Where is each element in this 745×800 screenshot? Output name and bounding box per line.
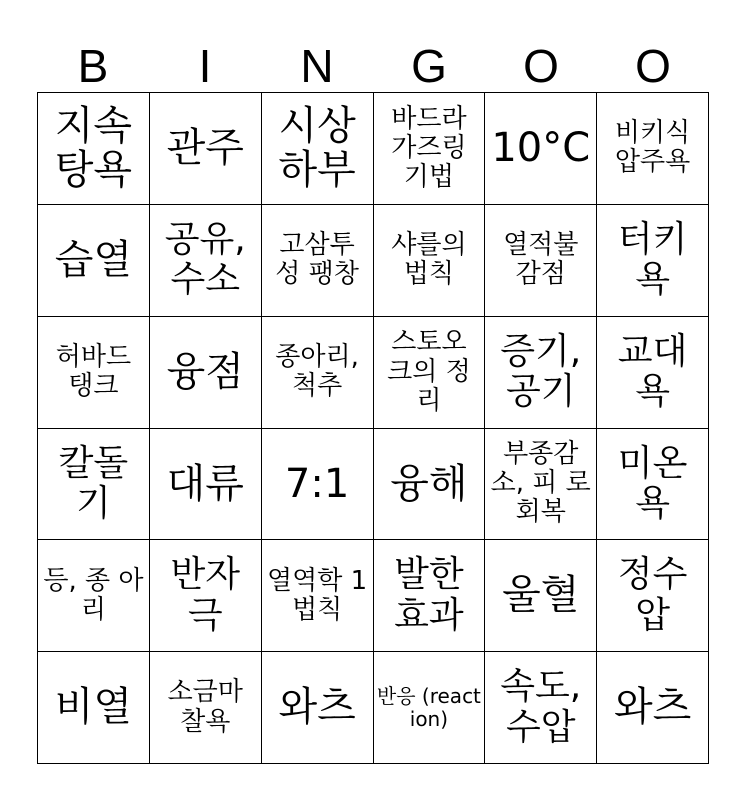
bingo-cell[interactable]	[374, 317, 486, 429]
cell-text: 샤를의 법칙	[391, 230, 467, 290]
bingo-cell[interactable]	[38, 93, 150, 205]
header-letter-o: O	[523, 40, 559, 92]
cell-text: 비키식 압주욕	[614, 118, 691, 178]
cell-text: 열적불 감점	[503, 230, 579, 290]
bingo-cell[interactable]	[485, 205, 597, 317]
cell-text: 터키 욕	[617, 218, 688, 301]
cell-text: 증기, 공기	[500, 330, 582, 413]
bingo-cell[interactable]	[150, 652, 262, 764]
bingo-cell[interactable]	[38, 540, 150, 652]
bingo-cell[interactable]	[374, 652, 486, 764]
cell-text: 울혈	[502, 572, 580, 619]
bingo-header	[37, 38, 709, 94]
cell-text: 반자 극	[170, 554, 241, 636]
cell-text: 열역학 1법칙	[267, 565, 368, 625]
cell-text: 고삼투 성 팽창	[275, 230, 359, 290]
bingo-cell[interactable]	[374, 205, 486, 317]
bingo-cell[interactable]	[485, 317, 597, 429]
bingo-cell[interactable]	[262, 93, 374, 205]
bingo-cell[interactable]	[597, 205, 709, 317]
cell-text: 7:1	[284, 460, 350, 507]
bingo-cell[interactable]	[38, 429, 150, 541]
cell-text: 반응 (reaction)	[376, 684, 481, 731]
bingo-cell[interactable]	[38, 317, 150, 429]
bingo-cell[interactable]	[262, 429, 374, 541]
bingo-cell[interactable]	[262, 317, 374, 429]
bingo-cell[interactable]	[485, 93, 597, 205]
bingo-cell[interactable]	[374, 93, 486, 205]
bingo-cell[interactable]	[597, 317, 709, 429]
cell-text: 속도, 수압	[500, 666, 582, 748]
cell-text: 정수 압	[617, 554, 688, 636]
cell-text: 부종감 소, 피 로회복	[490, 439, 591, 528]
cell-text: 비열	[54, 684, 133, 731]
bingo-cell[interactable]	[38, 205, 150, 317]
header-letter-n: N	[300, 40, 334, 92]
cell-text: 허바드 탱크	[55, 341, 132, 402]
cell-text: 와츠	[278, 684, 356, 731]
bingo-cell[interactable]	[597, 652, 709, 764]
bingo-cell[interactable]	[374, 540, 486, 652]
bingo-cell[interactable]	[485, 429, 597, 541]
cell-text: 습열	[54, 236, 133, 283]
bingo-cell[interactable]	[38, 652, 150, 764]
cell-text: 발한 효과	[394, 554, 464, 636]
cell-text: 융해	[390, 460, 468, 507]
bingo-cell[interactable]	[262, 652, 374, 764]
bingo-cell[interactable]	[597, 540, 709, 652]
cell-text: 대류	[166, 460, 244, 507]
cell-text: 등, 종 아리	[43, 565, 144, 625]
bingo-cell[interactable]	[485, 652, 597, 764]
cell-text: 와츠	[613, 684, 692, 731]
bingo-cell[interactable]	[150, 205, 262, 317]
bingo-cell[interactable]	[262, 540, 374, 652]
bingo-cell[interactable]	[374, 429, 486, 541]
cell-text: 교대 욕	[617, 330, 688, 413]
bingo-grid	[37, 92, 709, 764]
bingo-cell[interactable]	[597, 93, 709, 205]
cell-text: 스토오 크의 정 리	[387, 327, 471, 416]
cell-text: 종아리, 척추	[275, 341, 359, 402]
cell-text: 시상 하부	[278, 102, 356, 194]
cell-text: 바드라 가즈링 기법	[391, 103, 467, 192]
bingo-cell[interactable]	[597, 429, 709, 541]
cell-text: 관주	[166, 125, 244, 172]
header-letter-b: B	[77, 40, 109, 92]
bingo-cell[interactable]	[150, 540, 262, 652]
cell-text: 융점	[166, 348, 244, 395]
cell-text: 미온 욕	[617, 442, 688, 524]
cell-text: 칼돌 기	[58, 442, 129, 524]
bingo-cell[interactable]	[150, 317, 262, 429]
header-letter-o-2: O	[635, 40, 671, 92]
bingo-cell[interactable]	[485, 540, 597, 652]
cell-text: 10°C	[491, 125, 591, 172]
cell-text: 지속 탕욕	[54, 102, 133, 194]
header-letter-g: G	[411, 40, 447, 92]
cell-text: 공유, 수소	[164, 218, 246, 301]
cell-text: 소금마 찰욕	[167, 677, 243, 737]
header-letter-i: I	[198, 40, 212, 92]
bingo-cell[interactable]	[150, 429, 262, 541]
bingo-cell[interactable]	[262, 205, 374, 317]
bingo-cell[interactable]	[150, 93, 262, 205]
